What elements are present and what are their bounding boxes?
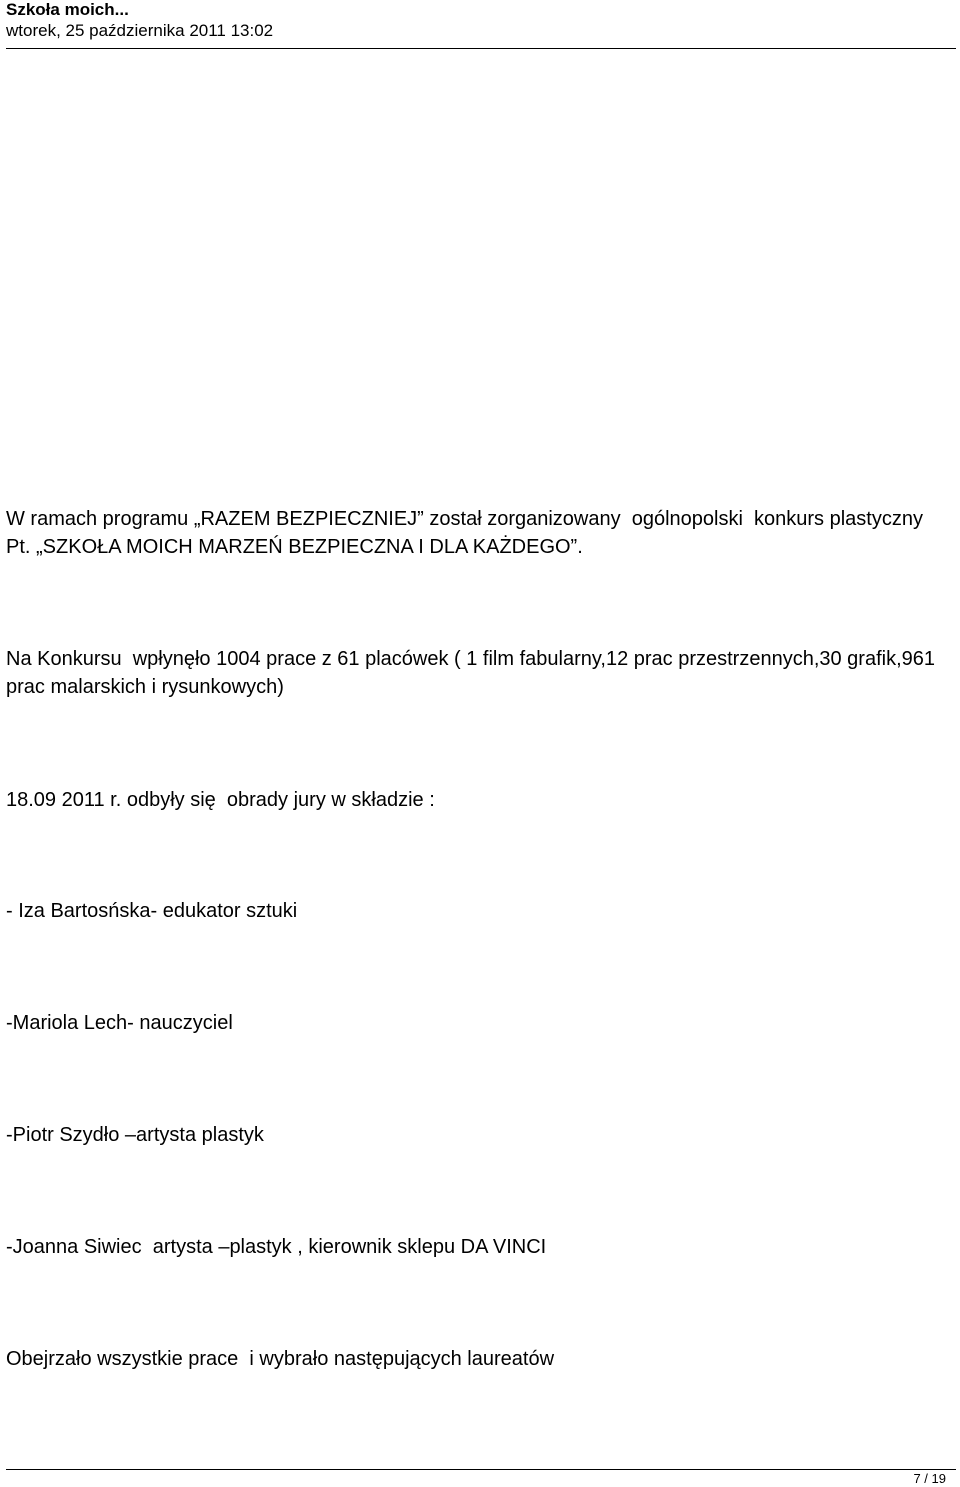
paragraph-intro: W ramach programu „RAZEM BEZPIECZNIEJ” został zorganizowany ogólnopolski konkurs plastyczny Pt. „SZKOŁA MOICH MARZEŃ BEZPIECZNA I DLA KAŻDEGO”. — [6, 508, 946, 558]
paragraph-submissions: Na Konkursu wpłynęło 1004 prace z 61 placówek ( 1 film fabularny,12 prac przestrzennych,30 grafik,961 prac malarskich i rysunkowych) — [6, 648, 941, 698]
document-title: Szkoła moich... — [6, 0, 129, 19]
paragraph-jury-date: 18.09 2011 r. odbyły się obrady jury w składzie : — [6, 789, 435, 811]
paragraph-laureates-intro: Obejrzało wszystkie prace i wybrało następujących laureatów — [6, 1348, 555, 1370]
page-header — [6, 0, 956, 42]
jury-member-4: -Joanna Siwiec artysta –plastyk , kierownik sklepu DA VINCI — [6, 1236, 547, 1258]
document-date: wtorek, 25 października 2011 13:02 — [6, 21, 274, 40]
jury-member-1: - Iza Bartosńska- edukator sztuki — [6, 900, 298, 922]
header-divider — [6, 48, 956, 49]
page-number: 7 / 19 — [913, 1471, 946, 1486]
jury-member-2: -Mariola Lech- nauczyciel — [6, 1012, 233, 1034]
footer-divider — [6, 1469, 956, 1470]
jury-member-3: -Piotr Szydło –artysta plastyk — [6, 1124, 264, 1146]
